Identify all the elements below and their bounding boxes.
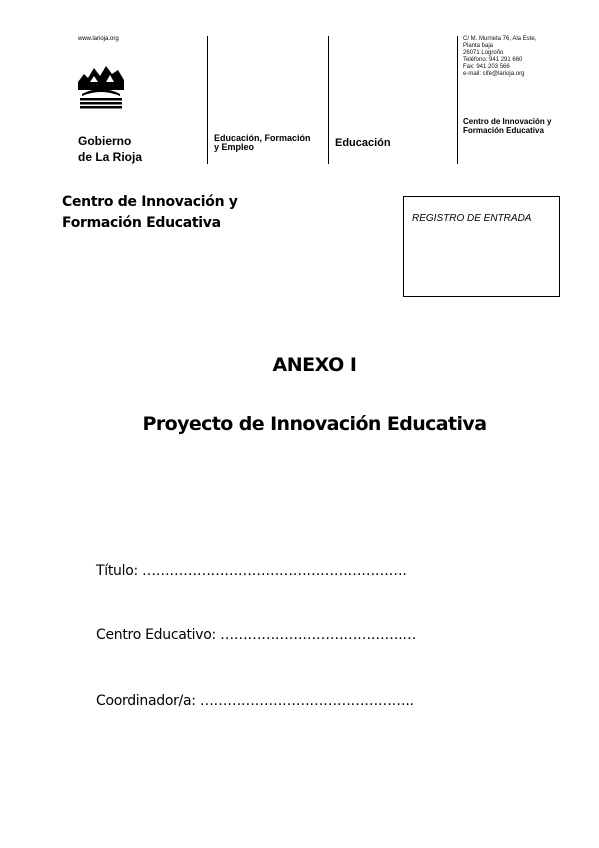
- contact-phone: Teléfono: 941 291 660: [463, 57, 523, 63]
- centre-name-header-line-2: Formación Educativa: [463, 126, 544, 135]
- website-url: www.larioja.org: [78, 36, 119, 42]
- contact-email: e-mail: cife@larioja.org: [463, 71, 525, 77]
- contact-block: [463, 36, 573, 78]
- department-secondary: Educación: [335, 137, 391, 149]
- centre-name-header-line-1: Centro de Innovación y: [463, 117, 552, 126]
- government-line-1: Gobierno: [78, 134, 132, 148]
- contact-fax: Fax: 941 203 566: [463, 64, 510, 70]
- title-field: Título: ………………………………………………….: [96, 563, 407, 579]
- department-primary: [214, 134, 326, 152]
- centre-title-line-1: Centro de Innovación y: [62, 194, 238, 210]
- la-rioja-logo-icon: [76, 60, 126, 110]
- department-primary-line-1: Educación, Formación: [214, 133, 311, 143]
- coordinator-field: Coordinador/a: ………………………………………..: [96, 693, 414, 709]
- header-divider-1: [207, 36, 208, 164]
- school-field: Centro Educativo: ………………………………….…: [96, 627, 417, 643]
- header-divider-2: [328, 36, 329, 164]
- government-name: [78, 133, 198, 165]
- annex-title: ANEXO I: [272, 354, 357, 376]
- contact-postcode: 26071 Logroño: [463, 50, 504, 56]
- centre-title-line-2: Formación Educativa: [62, 215, 221, 231]
- registry-label: REGISTRO DE ENTRADA: [412, 213, 532, 224]
- centre-title: [62, 192, 322, 234]
- annex-subtitle: Proyecto de Innovación Educativa: [142, 413, 487, 435]
- government-line-2: de La Rioja: [78, 150, 143, 164]
- department-primary-line-2: y Empleo: [214, 142, 255, 152]
- contact-floor: Planta baja: [463, 43, 494, 49]
- registry-stamp-box: [403, 196, 560, 297]
- centre-name-header: [463, 117, 583, 135]
- header-divider-3: [457, 36, 458, 164]
- contact-address: C/ M. Murrieta 76, Ala Este,: [463, 36, 537, 42]
